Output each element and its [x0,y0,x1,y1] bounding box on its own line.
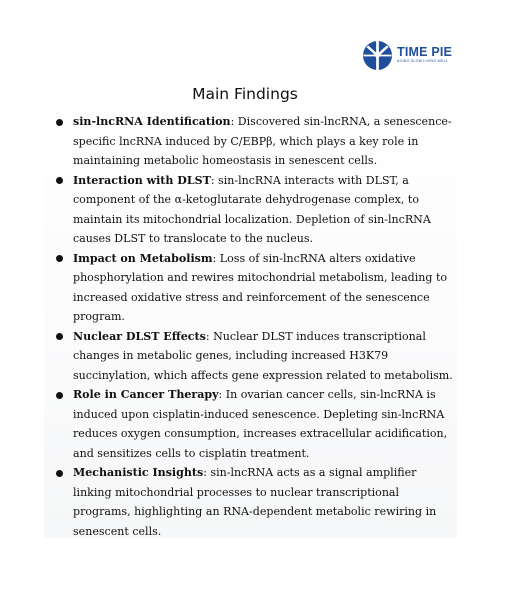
bullet-dot-icon [56,470,63,477]
finding-text: : sin-lncRNA interacts with DLST, a component of the α-ketoglutarate dehydrogenase complex, to maintain its mitochondrial localization. Depletion of sin-lncRNA causes DLST to translocate to the nucleus. [73,173,431,245]
finding-item [52,385,456,463]
finding-item [52,463,456,541]
finding-text: : In ovarian cancer cells, sin-lncRNA is induced upon cisplatin-induced senescence. Depleting sin-lncRNA reduces oxygen consumption, increases extracellular acidification, and sensitizes cells to cisplatin treatment. [73,388,448,460]
bullet-dot-icon [56,255,63,262]
brand-name: TIME PIE [397,45,453,59]
bullet-dot-icon [56,177,63,184]
brand-logo [362,38,452,72]
finding-title: Nuclear DLST Effects [73,329,206,343]
finding-title: Impact on Metabolism [73,251,213,265]
finding-item [52,249,456,327]
finding-text: : Nuclear DLST induces transcriptional changes in metabolic genes, including increased H3K79 succinylation, which affects gene expression related to metabolism. [73,329,453,382]
bullet-dot-icon [56,333,63,340]
finding-text: : Discovered sin-lncRNA, a senescence-specific lncRNA induced by C/EBPβ, which plays a key role in maintaining metabolic homeostasis in senescent cells. [73,115,452,167]
findings-list [52,112,456,541]
finding-text: : Loss of sin-lncRNA alters oxidative phosphorylation and rewires mitochondrial metabolism, leading to increased oxidative stress and reinforcement of the senescence program. [73,251,448,323]
bullet-dot-icon [56,119,63,126]
clock-pie-icon [362,40,393,71]
finding-text: : sin-lncRNA acts as a signal amplifier linking mitochondrial processes to nuclear transcriptional programs, highlighting an RNA-dependent metabolic rewiring in senescent cells. [73,466,437,538]
bullet-dot-icon [56,392,63,399]
finding-title: Interaction with DLST [73,173,211,187]
page-title: Main Findings [192,85,298,103]
brand-tagline: AGING SLOW LIVING WELL [397,59,449,63]
finding-title: Role in Cancer Therapy [73,388,219,401]
finding-item [52,171,456,249]
finding-item [52,112,456,171]
finding-item [52,327,456,386]
finding-title: sin-lncRNA Identification [73,115,231,128]
finding-title: Mechanistic Insights [73,466,204,479]
